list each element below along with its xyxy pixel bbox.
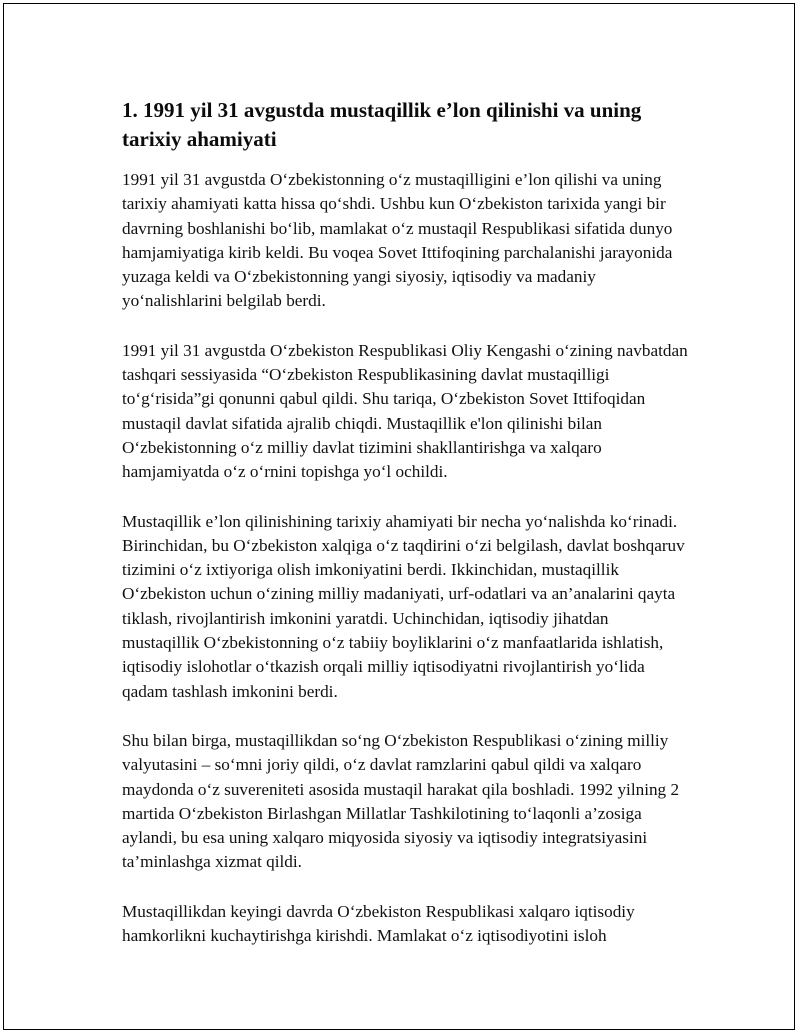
paragraph-3: Mustaqillik e’lon qilinishining tarixiy ahamiyati bir necha yo‘nalishda ko‘rinadi. Birinchidan, bu O‘zbekiston xalqiga o‘z taqdirini o‘zi belgilash, davlat boshqaruv tizimini o‘z ixtiyoriga olish imkoniyatini berdi. Ikkinchidan, mustaqillik O‘zbekiston uchun o‘zining milliy madaniyati, urf-odatlari va an’analarini qayta tiklash, rivojlantirish imkonini yaratdi. Uchinchidan, iqtisodiy jihatdan mustaqillik O‘zbekistonning o‘z tabiiy boyliklarini o‘z manfaatlarida ishlatish, iqtisodiy islohotlar o‘tkazish orqali milliy iqtisodiyatni rivojlantirish yo‘lida qadam tashlash imkonini berdi. bbox=[122, 511, 685, 701]
section-heading: 1. 1991 yil 31 avgustda mustaqillik e’lon qilinishi va uning tarixiy ahamiyati bbox=[122, 98, 642, 151]
page-frame bbox=[3, 3, 795, 1030]
paragraph-5: Mustaqillikdan keyingi davrda O‘zbekiston Respublikasi xalqaro iqtisodiy hamkorlikni kuchaytirishga kirishdi. Mamlakat o‘z iqtisodiyotini isloh bbox=[122, 901, 635, 946]
paragraph-2: 1991 yil 31 avgustda O‘zbekiston Respublikasi Oliy Kengashi o‘zining navbatdan tashqari sessiyasida “O‘zbekiston Respublikasining davlat mustaqilligi to‘g‘risida”gi qonunni qabul qildi. Shu tariqa, O‘zbekiston Sovet Ittifoqidan mustaqil davlat sifatida ajralib chiqdi. Mustaqillik e'lon qilinishi bilan O‘zbekistonning o‘z milliy davlat tizimini shakllantirishga va xalqaro hamjamiyatda o‘z o‘rnini topishga yo‘l ochildi. bbox=[122, 340, 688, 482]
paragraph-4: Shu bilan birga, mustaqillikdan so‘ng O‘zbekiston Respublikasi o‘zining milliy valyutasini – so‘mni joriy qildi, o‘z davlat ramzlarini qabul qildi va xalqaro maydonda o‘z suvereniteti asosida mustaqil harakat qila boshladi. 1992 yilning 2 martida O‘zbekiston Birlashgan Millatlar Tashkilotining to‘laqonli a’zosiga aylandi, bu esa uning xalqaro miqyosida siyosiy va iqtisodiy integratsiyasini ta’minlashga xizmat qildi. bbox=[122, 730, 680, 872]
document-body bbox=[122, 96, 688, 948]
paragraph-1: 1991 yil 31 avgustda O‘zbekistonning o‘z mustaqilligini e’lon qilishi va uning tarixiy ahamiyati katta hissa qo‘shdi. Ushbu kun O‘zbekiston tarixida yangi bir davrning boshlanishi bo‘lib, mamlakat o‘z mustaqil Respublikasi sifatida dunyo hamjamiyatiga kirib keldi. Bu voqea Sovet Ittifoqining parchalanishi jarayonida yuzaga keldi va O‘zbekistonning yangi siyosiy, iqtisodiy va madaniy yo‘nalishlarini belgilab berdi. bbox=[122, 170, 673, 311]
